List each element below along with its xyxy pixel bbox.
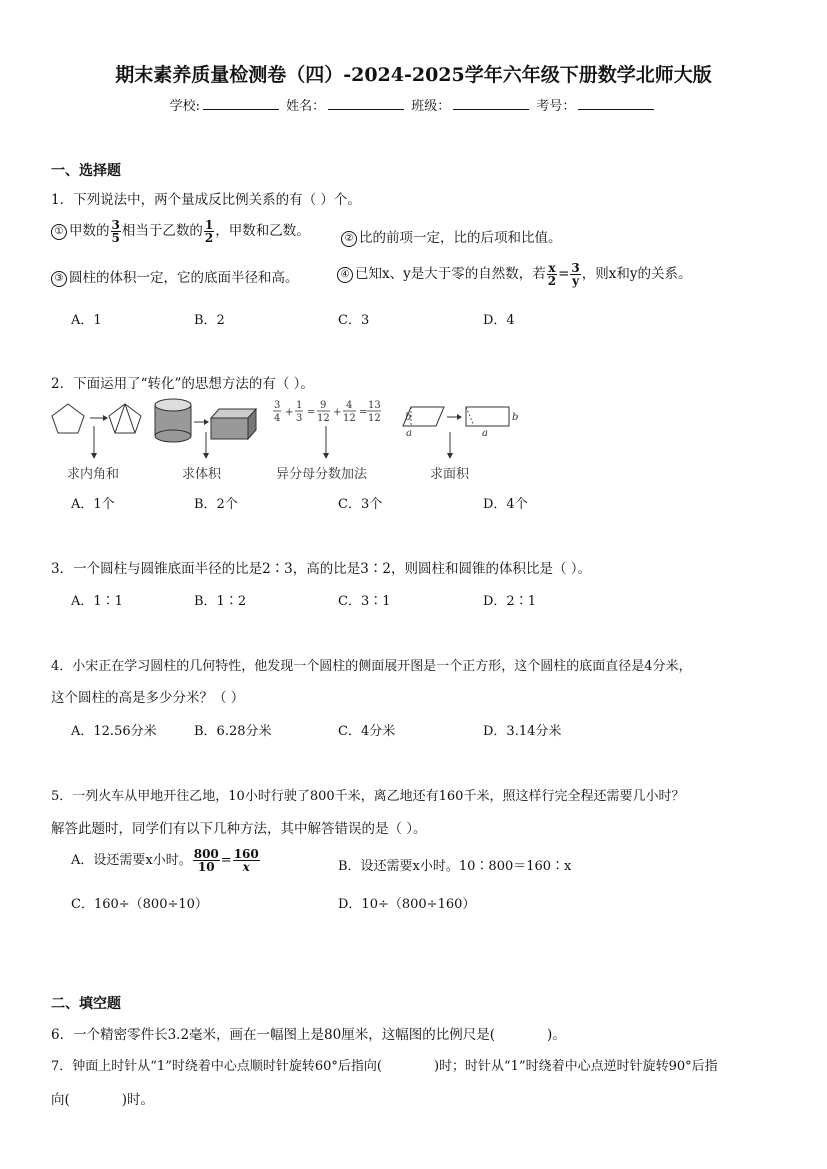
svg-text:4: 4 bbox=[346, 400, 353, 411]
equals-sign: = bbox=[558, 266, 570, 282]
question-7-line2 bbox=[51, 1088, 154, 1108]
q2-option-d[interactable]: D．4个 bbox=[483, 497, 528, 512]
name-blank[interactable] bbox=[328, 97, 404, 110]
svg-text:3: 3 bbox=[296, 413, 303, 424]
fraction: $\frac{3}{y}$ bbox=[571, 261, 580, 288]
question-text: )时。 bbox=[121, 1092, 155, 1108]
fig-label-interior-angle: 求内角和 bbox=[67, 467, 120, 482]
question-1-statement-3 bbox=[51, 266, 299, 287]
q2-option-a[interactable]: A．1个 bbox=[71, 497, 115, 512]
parallelogram-figure bbox=[403, 407, 518, 459]
fig-label-fraction-addition: 异分母分数加法 bbox=[276, 467, 368, 482]
q3-option-c[interactable]: C．3∶1 bbox=[338, 594, 391, 609]
svg-text:12: 12 bbox=[317, 413, 330, 424]
svg-text:+: + bbox=[333, 407, 342, 418]
q5-option-c[interactable]: C．160÷（800÷10） bbox=[71, 897, 208, 912]
q4-option-b[interactable]: B．6.28分米 bbox=[194, 724, 272, 739]
fraction: $\frac{160}{x}$ bbox=[233, 847, 259, 874]
section-title-fill-in: 二、填空题 bbox=[51, 996, 121, 1012]
class-label: 班级： bbox=[411, 99, 451, 114]
cylinder-figure bbox=[155, 399, 256, 459]
question-4-stem-line1: 4．小宋正在学习圆柱的几何特性，他发现一个圆柱的侧面展开图是一个正方形，这个圆柱的底面直径是4分米， bbox=[51, 659, 692, 674]
name-label: 姓名： bbox=[286, 99, 326, 114]
q1-option-c[interactable]: C．3 bbox=[338, 313, 370, 328]
svg-text:12: 12 bbox=[368, 413, 381, 424]
school-blank[interactable] bbox=[203, 97, 279, 110]
svg-text:1: 1 bbox=[296, 400, 303, 411]
q3-option-b[interactable]: B．1∶2 bbox=[194, 594, 247, 609]
fig-letter-b: b bbox=[405, 412, 412, 423]
question-1-statement-4 bbox=[337, 262, 692, 287]
svg-text:3: 3 bbox=[274, 400, 281, 411]
question-5-stem-line2: 解答此题时，同学们有以下几种方法，其中解答错误的是（ ）。 bbox=[51, 821, 427, 837]
option-text: A．设还需要x小时。 bbox=[71, 853, 192, 868]
q4-option-c[interactable]: C．4分米 bbox=[338, 724, 396, 739]
question-1-stem: 1．下列说法中，两个量成反比例关系的有（ ）个。 bbox=[51, 192, 361, 208]
school-label: 学校: bbox=[169, 99, 200, 114]
question-text: )。 bbox=[547, 1027, 566, 1043]
fraction: $\frac{3}{5}$ bbox=[111, 218, 120, 245]
fig-label-volume: 求体积 bbox=[182, 467, 222, 482]
svg-text:=: = bbox=[359, 407, 368, 418]
q1-option-d[interactable]: D．4 bbox=[483, 313, 515, 328]
fraction: $\frac{1}{2}$ bbox=[204, 218, 214, 245]
circled-number-1: ① bbox=[51, 224, 67, 240]
page-title: 期末素养质量检测卷（四）-2024-2025学年六年级下册数学北师大版 bbox=[115, 64, 712, 86]
q2-option-b[interactable]: B．2个 bbox=[194, 497, 238, 512]
question-text: )时；时针从“1”时绕着中心点逆时针旋转90°后指 bbox=[433, 1059, 718, 1074]
fig-label-area: 求面积 bbox=[430, 467, 470, 482]
question-6 bbox=[51, 1023, 566, 1043]
q4-option-a[interactable]: A．12.56分米 bbox=[71, 724, 157, 739]
q5-option-b[interactable]: B．设还需要x小时。10∶800＝160∶x bbox=[338, 859, 572, 874]
svg-text:=: = bbox=[307, 407, 316, 418]
fraction: $\frac{x}{2}$ bbox=[547, 261, 557, 288]
number-blank[interactable] bbox=[578, 97, 654, 110]
question-text: 7．钟面上时针从“1”时绕着中心点顺时针旋转60°后指向( bbox=[51, 1059, 382, 1074]
q5-option-a[interactable] bbox=[71, 848, 261, 873]
question-1-statement-1 bbox=[51, 219, 310, 244]
svg-text:13: 13 bbox=[368, 400, 381, 411]
statement-text: 圆柱的体积一定，它的底面半径和高。 bbox=[69, 270, 299, 286]
section-title-choice: 一、选择题 bbox=[51, 163, 121, 179]
question-text: 向( bbox=[51, 1092, 70, 1108]
svg-text:+: + bbox=[285, 407, 294, 418]
q1-option-b[interactable]: B．2 bbox=[194, 313, 225, 328]
number-label: 考号： bbox=[536, 99, 576, 114]
statement-text: ，甲数和乙数。 bbox=[215, 223, 310, 239]
q3-option-a[interactable]: A．1∶1 bbox=[71, 594, 123, 609]
q3-option-d[interactable]: D．2∶1 bbox=[483, 594, 536, 609]
statement-text: 已知x、y是大于零的自然数，若 bbox=[355, 266, 546, 282]
statement-text: ，则x和y的关系。 bbox=[581, 266, 692, 282]
q1-option-a[interactable]: A．1 bbox=[71, 313, 102, 328]
question-4-stem-line2: 这个圆柱的高是多少分米？（ ） bbox=[51, 690, 245, 706]
statement-text: 相当于乙数的 bbox=[121, 223, 203, 239]
fraction: $\frac{800}{10}$ bbox=[193, 847, 219, 874]
question-1-statement-2 bbox=[341, 226, 562, 247]
fraction-equation-figure bbox=[273, 400, 381, 459]
question-5-stem-line1: 5．一列火车从甲地开往乙地，10小时行驶了800千米，离乙地还有160千米，照这样行完全程还需要几小时？ bbox=[51, 789, 685, 804]
student-info-line bbox=[0, 95, 827, 114]
question-3-stem: 3．一个圆柱与圆锥底面半径的比是2∶3，高的比是3∶2，则圆柱和圆锥的体积比是（ ）。 bbox=[51, 561, 591, 577]
class-blank[interactable] bbox=[453, 97, 529, 110]
circled-number-4: ④ bbox=[337, 267, 353, 283]
fig-letter-b: b bbox=[512, 412, 519, 423]
svg-text:4: 4 bbox=[274, 413, 281, 424]
svg-text:9: 9 bbox=[320, 400, 327, 411]
question-text: 6．一个精密零件长3.2毫米，画在一幅图上是80厘米，这幅图的比例尺是( bbox=[51, 1027, 496, 1043]
q2-option-c[interactable]: C．3个 bbox=[338, 497, 383, 512]
fig-letter-a: a bbox=[482, 428, 488, 439]
pentagon-figure bbox=[52, 404, 141, 459]
statement-text: 甲数的 bbox=[69, 223, 110, 239]
equals-sign: = bbox=[220, 853, 232, 868]
q4-option-d[interactable]: D．3.14分米 bbox=[483, 724, 562, 739]
conversion-figures bbox=[48, 396, 538, 462]
fig-letter-a: a bbox=[406, 428, 412, 439]
question-2-stem: 2．下面运用了“转化”的思想方法的有（ ）。 bbox=[51, 376, 314, 392]
circled-number-2: ② bbox=[341, 231, 357, 247]
statement-text: 比的前项一定，比的后项和比值。 bbox=[359, 230, 562, 246]
svg-text:12: 12 bbox=[343, 413, 356, 424]
circled-number-3: ③ bbox=[51, 271, 67, 287]
question-7-line1 bbox=[51, 1055, 718, 1074]
q5-option-d[interactable]: D．10÷（800÷160） bbox=[338, 897, 476, 912]
